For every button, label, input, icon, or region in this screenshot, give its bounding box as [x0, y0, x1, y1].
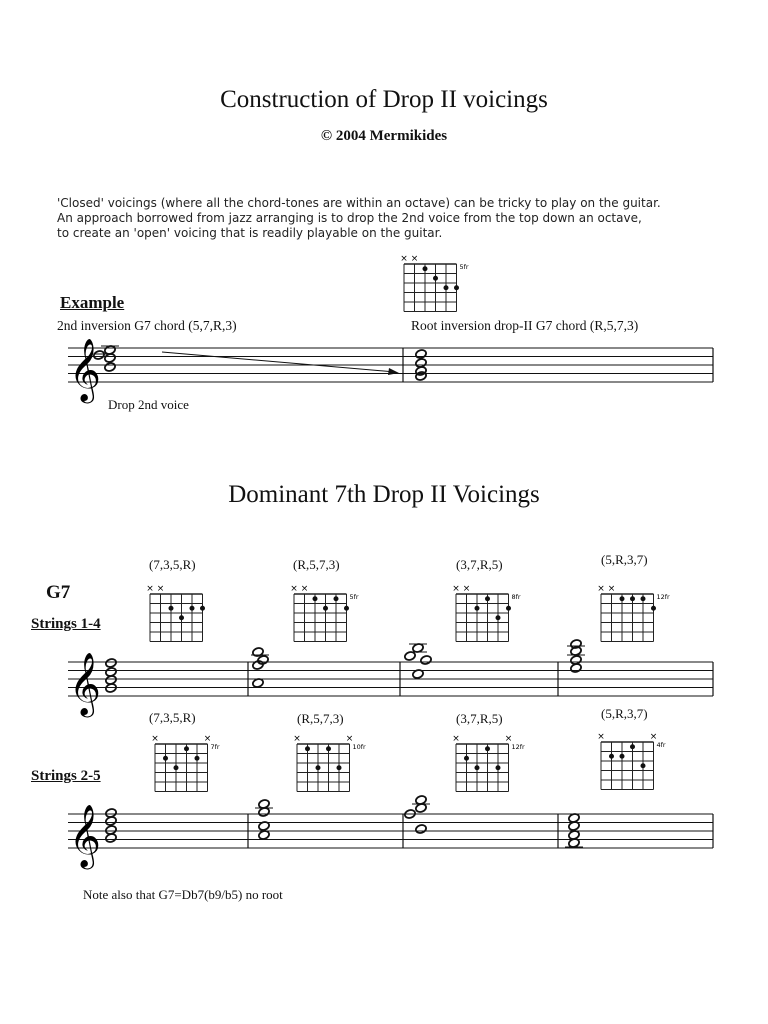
finger-dot [620, 754, 625, 759]
finger-dot [433, 276, 438, 281]
finger-dot [174, 765, 179, 770]
mute-mark: × [293, 734, 301, 744]
drop-voice-note: Drop 2nd voice [108, 397, 189, 412]
fret-number: 12fr [656, 593, 670, 601]
mute-mark: × [345, 734, 354, 744]
example-right-caption: Root inversion drop-II G7 chord (R,5,7,3) [411, 318, 639, 333]
finger-dot [423, 266, 428, 271]
page-title: Construction of Drop II voicings [220, 86, 548, 113]
voicing-formula: (R,5,7,3) [297, 711, 344, 726]
mute-mark: × [607, 584, 616, 594]
treble-clef: 𝄞 [69, 652, 101, 715]
finger-dot [179, 615, 184, 620]
mute-mark: × [290, 584, 298, 594]
mute-mark: × [156, 584, 165, 594]
finger-dot [169, 606, 174, 611]
mute-mark: × [410, 254, 419, 264]
notehead [105, 833, 117, 843]
example-left-caption: 2nd inversion G7 chord (5,7,R,3) [57, 318, 237, 333]
finger-dot [344, 606, 349, 611]
mute-mark: × [597, 584, 605, 594]
notehead [105, 658, 117, 668]
notehead [415, 824, 427, 834]
treble-clef: 𝄞 [69, 804, 101, 867]
strings-1-4-label: Strings 1-4 [31, 616, 101, 632]
finger-dot [630, 596, 635, 601]
intro-line: to create an 'open' voicing that is readily playable on the guitar. [57, 226, 443, 240]
fret-number: 5fr [349, 593, 359, 601]
finger-dot [323, 606, 328, 611]
copyright-line: © 2004 Mermikides [320, 128, 448, 144]
finger-dot [464, 756, 469, 761]
finger-dot [334, 596, 339, 601]
finger-dot [313, 596, 318, 601]
finger-dot [195, 756, 200, 761]
fret-number: 8fr [511, 593, 521, 601]
finger-dot [337, 765, 342, 770]
finger-dot [620, 596, 625, 601]
finger-dot [609, 754, 614, 759]
notehead [415, 349, 427, 359]
finger-dot [475, 606, 480, 611]
voicing-formula: (3,7,R,5) [456, 711, 503, 726]
voicing-formula: (3,7,R,5) [456, 557, 503, 572]
notehead [420, 655, 432, 665]
voicing-formula: (5,R,3,7) [601, 706, 648, 721]
drop-arrow-line [162, 352, 395, 372]
example-heading: Example [60, 293, 125, 312]
finger-dot [184, 746, 189, 751]
finger-dot [326, 746, 331, 751]
finger-dot [630, 744, 635, 749]
mute-mark: × [146, 584, 154, 594]
strings-2-5-label: Strings 2-5 [31, 768, 101, 784]
mute-mark: × [462, 584, 471, 594]
intro-line: 'Closed' voicings (where all the chord-tones are within an octave) can be tricky to play on the guitar. [57, 196, 661, 210]
mute-mark: × [597, 732, 605, 742]
finger-dot [485, 596, 490, 601]
finger-dot [496, 615, 501, 620]
mute-mark: × [400, 254, 408, 264]
mute-mark: × [452, 734, 460, 744]
finger-dot [641, 596, 646, 601]
voicing-formula: (7,3,5,R) [149, 557, 196, 572]
voicing-formula: (R,5,7,3) [293, 557, 340, 572]
chord-diagrams [146, 254, 670, 792]
fret-number: 7fr [210, 743, 220, 751]
finger-dot [651, 606, 656, 611]
fret-number: 10fr [352, 743, 366, 751]
finger-dot [641, 763, 646, 768]
fret-number: 4fr [656, 741, 666, 749]
mute-mark: × [203, 734, 212, 744]
finger-dot [506, 606, 511, 611]
mute-mark: × [504, 734, 513, 744]
notehead [252, 660, 264, 670]
fret-number: 5fr [459, 263, 469, 271]
notehead [104, 362, 116, 372]
footnote: Note also that G7=Db7(b9/b5) no root [83, 887, 283, 902]
voicing-formula: (7,3,5,R) [149, 710, 196, 725]
finger-dot [190, 606, 195, 611]
notehead [570, 663, 582, 673]
finger-dot [496, 765, 501, 770]
section-title: Dominant 7th Drop II Voicings [228, 481, 540, 508]
finger-dot [444, 285, 449, 290]
voicing-formula: (5,R,3,7) [601, 552, 648, 567]
finger-dot [163, 756, 168, 761]
intro-line: An approach borrowed from jazz arranging is to drop the 2nd voice from the top down an octave, [57, 211, 642, 225]
mute-mark: × [452, 584, 460, 594]
mute-mark: × [300, 584, 309, 594]
finger-dot [485, 746, 490, 751]
finger-dot [200, 606, 205, 611]
notehead [105, 816, 117, 826]
mute-mark: × [151, 734, 159, 744]
fret-number: 12fr [511, 743, 525, 751]
finger-dot [475, 765, 480, 770]
finger-dot [454, 285, 459, 290]
treble-clef: 𝄞 [69, 338, 101, 401]
finger-dot [305, 746, 310, 751]
chord-name: G7 [46, 582, 71, 603]
finger-dot [316, 765, 321, 770]
mute-mark: × [649, 732, 658, 742]
